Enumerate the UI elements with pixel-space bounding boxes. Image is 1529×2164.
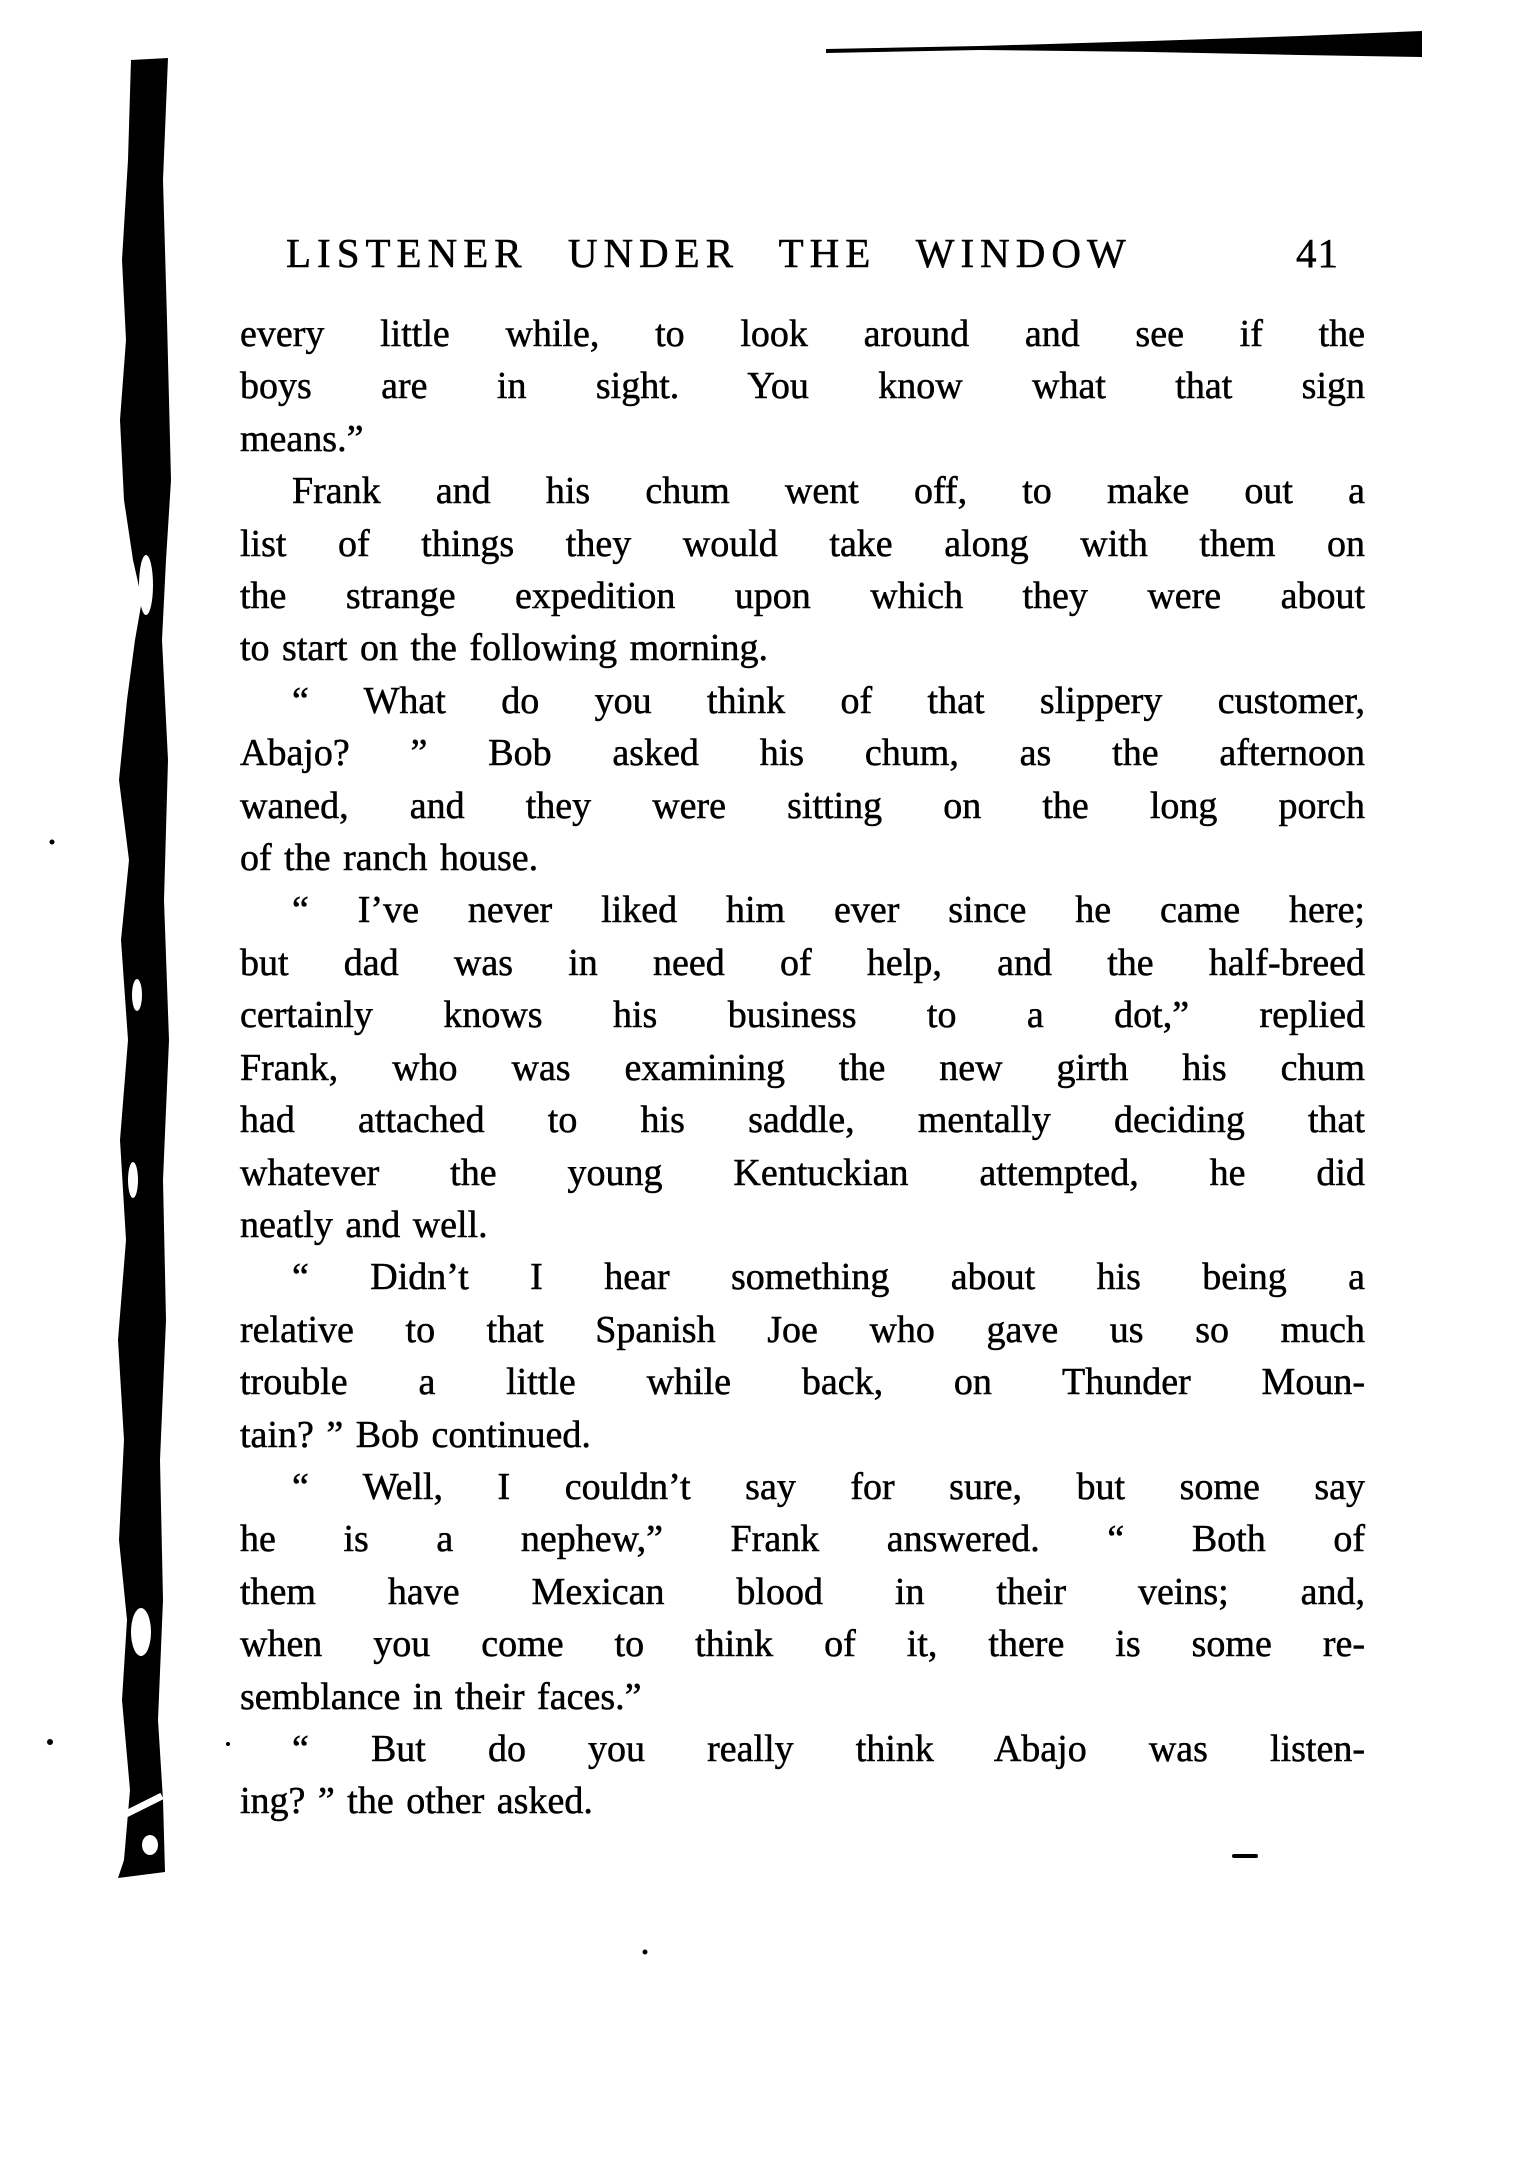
text-line: boys are in sight. You know what that sign	[240, 365, 1365, 408]
text-line: he is a nephew,” Frank answered. “ Both of	[240, 1518, 1365, 1561]
running-header	[240, 226, 1365, 280]
text-line: Abajo? ” Bob asked his chum, as the afternoon	[240, 732, 1365, 775]
binding-nick	[139, 555, 153, 615]
text-line: “ But do you really think Abajo was listen-	[292, 1727, 1365, 1770]
text-line: means.”	[240, 417, 364, 460]
text-line: the strange expedition upon which they were about	[240, 575, 1365, 618]
text-column	[240, 226, 1365, 1828]
binding-nick	[132, 979, 142, 1011]
scan-streak-bar	[826, 31, 1422, 57]
text-line: Frank and his chum went off, to make out a	[292, 470, 1365, 513]
binding-nick	[142, 1835, 158, 1855]
binding-shadow	[118, 58, 171, 1878]
text-line: certainly knows his business to a dot,” replied	[240, 994, 1365, 1037]
text-line: “ I’ve never liked him ever since he came here;	[292, 889, 1365, 932]
text-line: but dad was in need of help, and the half-breed	[240, 941, 1365, 984]
binding-nick	[118, 1796, 162, 1818]
text-line: Frank, who was examining the new girth his chum	[240, 1046, 1365, 1089]
text-line: of the ranch house.	[240, 837, 539, 880]
text-line: whatever the young Kentuckian attempted, he did	[240, 1151, 1365, 1194]
text-line: ing? ” the other asked.	[240, 1780, 593, 1823]
scan-speck	[47, 1739, 53, 1745]
text-line: neatly and well.	[240, 1203, 488, 1246]
text-line: relative to that Spanish Joe who gave us so much	[240, 1308, 1365, 1351]
text-line: to start on the following morning.	[240, 627, 768, 670]
text-line: tain? ” Bob continued.	[240, 1413, 591, 1456]
text-line: list of things they would take along with them on	[240, 522, 1365, 565]
scan-speck	[226, 1742, 230, 1746]
text-line: when you come to think of it, there is some re-	[240, 1623, 1365, 1666]
text-block	[240, 308, 1365, 1828]
scan-speck	[643, 1950, 648, 1955]
binding-nick	[128, 1162, 138, 1198]
text-line: them have Mexican blood in their veins; and,	[240, 1570, 1365, 1613]
running-header-title: LISTENER UNDER THE WINDOW	[286, 230, 1132, 276]
text-line: semblance in their faces.”	[240, 1675, 642, 1718]
text-line: waned, and they were sitting on the long porch	[240, 784, 1365, 827]
text-line: “ Well, I couldn’t say for sure, but some say	[292, 1465, 1365, 1508]
text-line: had attached to his saddle, mentally deciding that	[240, 1099, 1365, 1142]
text-line: “ What do you think of that slippery customer,	[292, 679, 1365, 722]
scan-speck	[50, 840, 55, 845]
binding-nick	[131, 1608, 151, 1656]
page-number: 41	[1296, 230, 1339, 276]
text-line: “ Didn’t I hear something about his being a	[292, 1256, 1365, 1299]
text-line: every little while, to look around and see if the	[240, 313, 1365, 355]
scan-speck-dash	[1232, 1854, 1258, 1858]
text-line: trouble a little while back, on Thunder Moun-	[240, 1361, 1365, 1404]
